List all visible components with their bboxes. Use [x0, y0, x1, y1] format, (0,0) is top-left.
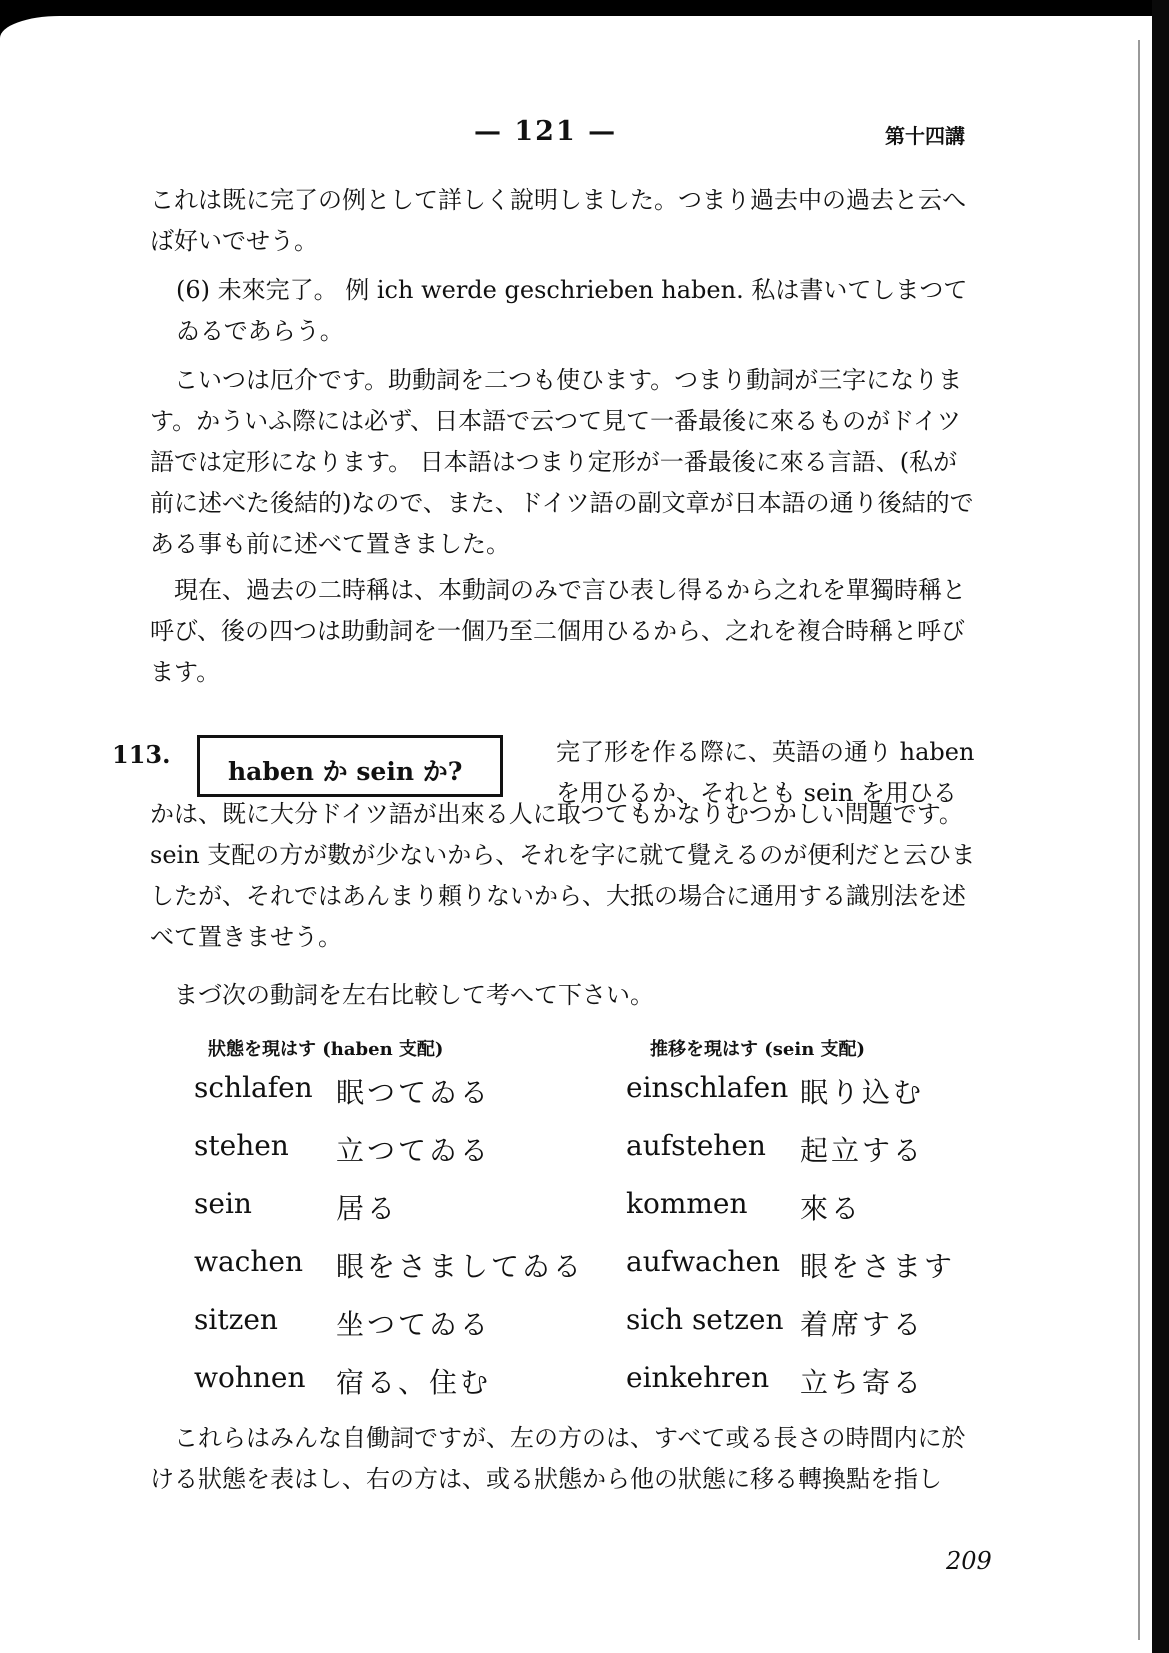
page-header	[0, 116, 1152, 156]
right-verb-de: aufstehen	[626, 1129, 766, 1162]
closing-paragraph: これらはみんな自働詞ですが、左の方のは、すべて或る長さの時間内に於ける狀態を表はし、右の方は、或る狀態から他の狀態に移る轉換點を指し	[150, 1424, 966, 1493]
scan-edge-line	[1138, 40, 1140, 1640]
left-verb-ja: 宿る、住む	[336, 1366, 492, 1399]
right-verb-ja: 立ち寄る	[800, 1366, 925, 1399]
left-verb-de: stehen	[194, 1129, 289, 1162]
right-verb-de: einschlafen	[626, 1071, 789, 1104]
table-row	[150, 1187, 980, 1245]
paragraph-4: 現在、過去の二時稱は、本動詞のみで言ひ表し得るから之れを單獨時稱と呼び、後の四つは助動詞を一個乃至二個用ひるから、之れを複合時稱と呼びます。	[150, 576, 966, 686]
scan-edge	[1152, 0, 1169, 1653]
section-number: 113.	[112, 740, 171, 769]
left-verb-ja: 眼をさましてゐる	[336, 1250, 585, 1283]
section-intro: まづ次の動詞を左右比較して考へて下さい。	[174, 981, 654, 1009]
table-row	[150, 1361, 980, 1419]
right-verb-de: aufwachen	[626, 1245, 781, 1278]
left-verb-de: sein	[194, 1187, 252, 1220]
left-verb-ja: 眠つてゐる	[336, 1076, 492, 1109]
right-verb-ja: 來る	[800, 1192, 863, 1225]
table-row	[150, 1303, 980, 1361]
table-left-header: 狀態を現はす (haben 支配)	[208, 1039, 444, 1060]
right-verb-de: einkehren	[626, 1361, 770, 1394]
folio-number: 209	[946, 1547, 992, 1575]
paragraph-example-6: (6) 未來完了。 例 ich werde geschrieben haben. 私は書いてしまつてゐるであらう。	[176, 276, 968, 345]
page-number: — 121 —	[474, 116, 618, 147]
left-verb-de: schlafen	[194, 1071, 313, 1104]
right-verb-ja: 起立する	[800, 1134, 925, 1167]
section-title-box	[197, 735, 503, 797]
section-intro-right: 完了形を作る際に、英語の通り haben を用ひるか、それとも sein を用ひる	[556, 738, 975, 807]
section-continuation: かは、既に大分ドイツ語が出來る人に取つてもかなりむつかしい問題です。sein 支配の方が數が少ないから、それを字に就て覺えるのが便利だと云ひましたが、それではあんまり頼りないから、大抵の場合に通用する識別法を述べて置きませう。	[150, 800, 976, 951]
table-row	[150, 1071, 980, 1129]
right-verb-ja: 着席する	[800, 1308, 925, 1341]
table-row	[150, 1245, 980, 1303]
right-verb-ja: 眼をさます	[800, 1250, 956, 1283]
right-verb-ja: 眠り込む	[800, 1076, 925, 1109]
table-right-header: 推移を現はす (sein 支配)	[650, 1039, 866, 1060]
paragraph-3: こいつは厄介です。助動詞を二つも使ひます。つまり動詞が三字になります。かういふ際には必ず、日本語で云つて見て一番最後に來るものがドイツ語では定形になります。 日本語はつまり定形が一番最後に來る言語、(私が前に述べた後結的)なので、また、ドイツ語の副文章が日本語の通り後結的である事も前に述べて置きました。	[150, 366, 974, 558]
left-verb-ja: 立つてゐる	[336, 1134, 492, 1167]
right-verb-de: kommen	[626, 1187, 748, 1220]
paragraph-1: これは既に完了の例として詳しく說明しました。つまり過去中の過去と云へば好いでせう。	[150, 186, 966, 255]
section-title: haben か sein か?	[228, 757, 463, 786]
left-verb-ja: 居る	[336, 1192, 399, 1225]
right-verb-de: sich setzen	[626, 1303, 784, 1336]
left-verb-de: wachen	[194, 1245, 303, 1278]
left-verb-ja: 坐つてゐる	[336, 1308, 492, 1341]
table-row	[150, 1129, 980, 1187]
left-verb-de: wohnen	[194, 1361, 306, 1394]
left-verb-de: sitzen	[194, 1303, 278, 1336]
chapter-label: 第十四講	[885, 124, 965, 148]
